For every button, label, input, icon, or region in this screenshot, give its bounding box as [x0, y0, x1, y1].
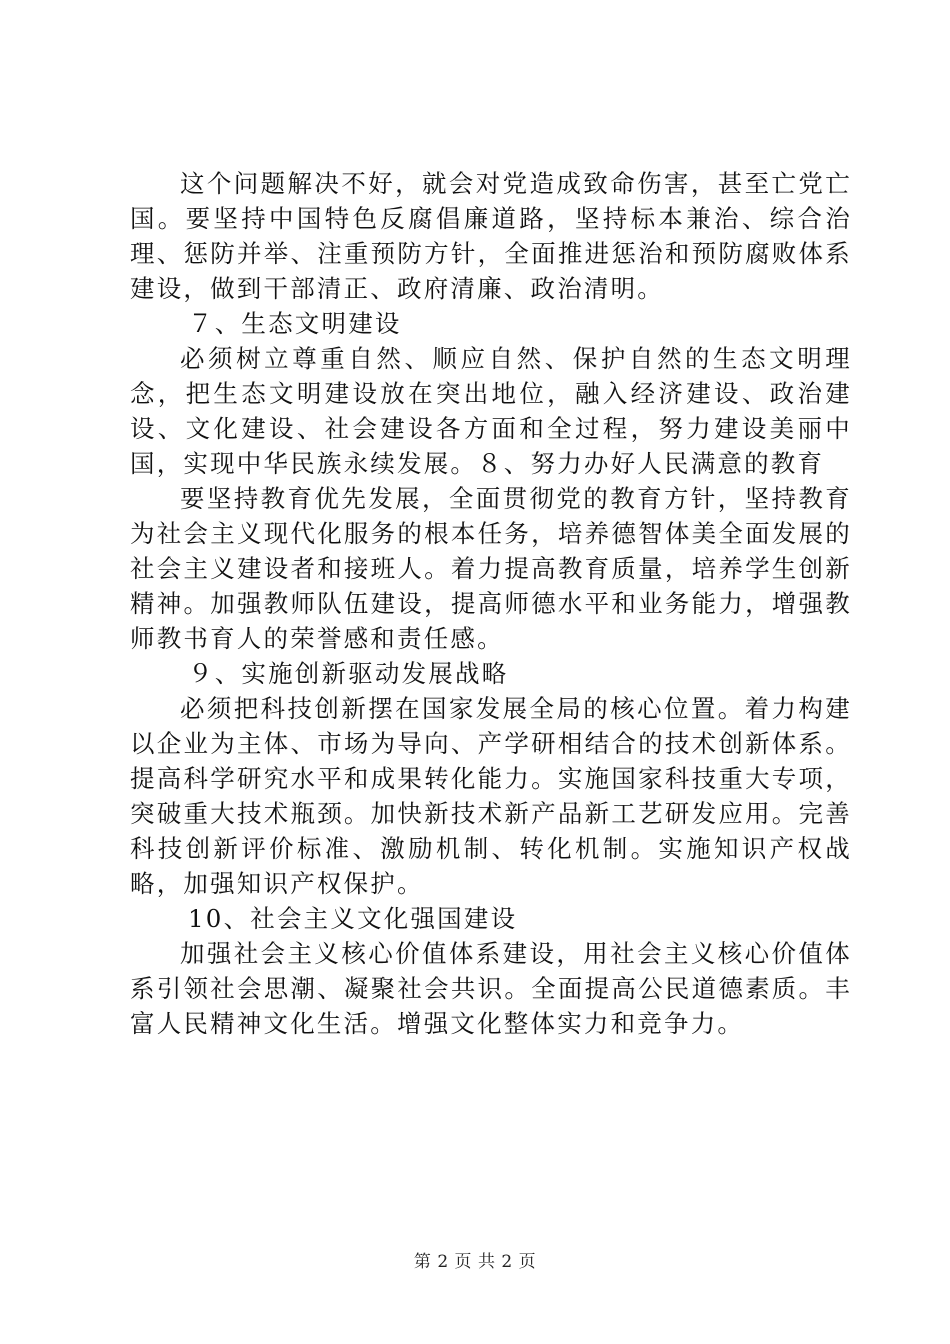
paragraph-anticorruption: 这个问题解决不好，就会对党造成致命伤害，甚至亡党亡国。要坚持中国特色反腐倡廉道路，坚持标本兼治、综合治理、惩防并举、注重预防方针，全面推进惩治和预防腐败体系建设，做到干部清正、政府清廉、政治清明。 — [130, 169, 852, 303]
paragraph-cultural-power: 加强社会主义核心价值体系建设，用社会主义核心价值体系引领社会思潮、凝聚社会共识。全面提高公民道德素质。丰富人民精神文化生活。增强文化整体实力和竞争力。 — [130, 939, 852, 1038]
paragraph-education: 要坚持教育优先发展，全面贯彻党的教育方针，坚持教育为社会主义现代化服务的根本任务，培养德智体美全面发展的社会主义建设者和接班人。着力提高教育质量，培养学生创新精神。加强教师队伍建设，提高师德水平和业务能力，增强教师教书育人的荣誉感和责任感。 — [130, 484, 852, 653]
heading-cultural-power: 10、社会主义文化强国建设 — [188, 904, 518, 933]
page-number-footer: 第 2 页 共 2 页 — [413, 1252, 537, 1272]
paragraph-innovation-strategy: 必须把科技创新摆在国家发展全局的核心位置。着力构建以企业为主体、市场为导向、产学研相结合的技术创新体系。提高科学研究水平和成果转化能力。实施国家科技重大专项，突破重大技术瓶颈。加快新技术新产品新工艺研发应用。完善科技创新评价标准、激励机制、转化机制。实施知识产权战略，加强知识产权保护。 — [130, 694, 852, 898]
paragraph-ecological-civilization: 必须树立尊重自然、顺应自然、保护自然的生态文明理念，把生态文明建设放在突出地位，融入经济建设、政治建设、文化建设、社会建设各方面和全过程，努力建设美丽中国，实现中华民族永续发展。８、努力办好人民满意的教育 — [130, 344, 852, 478]
heading-ecological-civilization: ７、生态文明建设 — [188, 309, 402, 338]
document-body — [130, 166, 852, 1041]
heading-innovation-strategy: ９、实施创新驱动发展战略 — [188, 659, 509, 688]
